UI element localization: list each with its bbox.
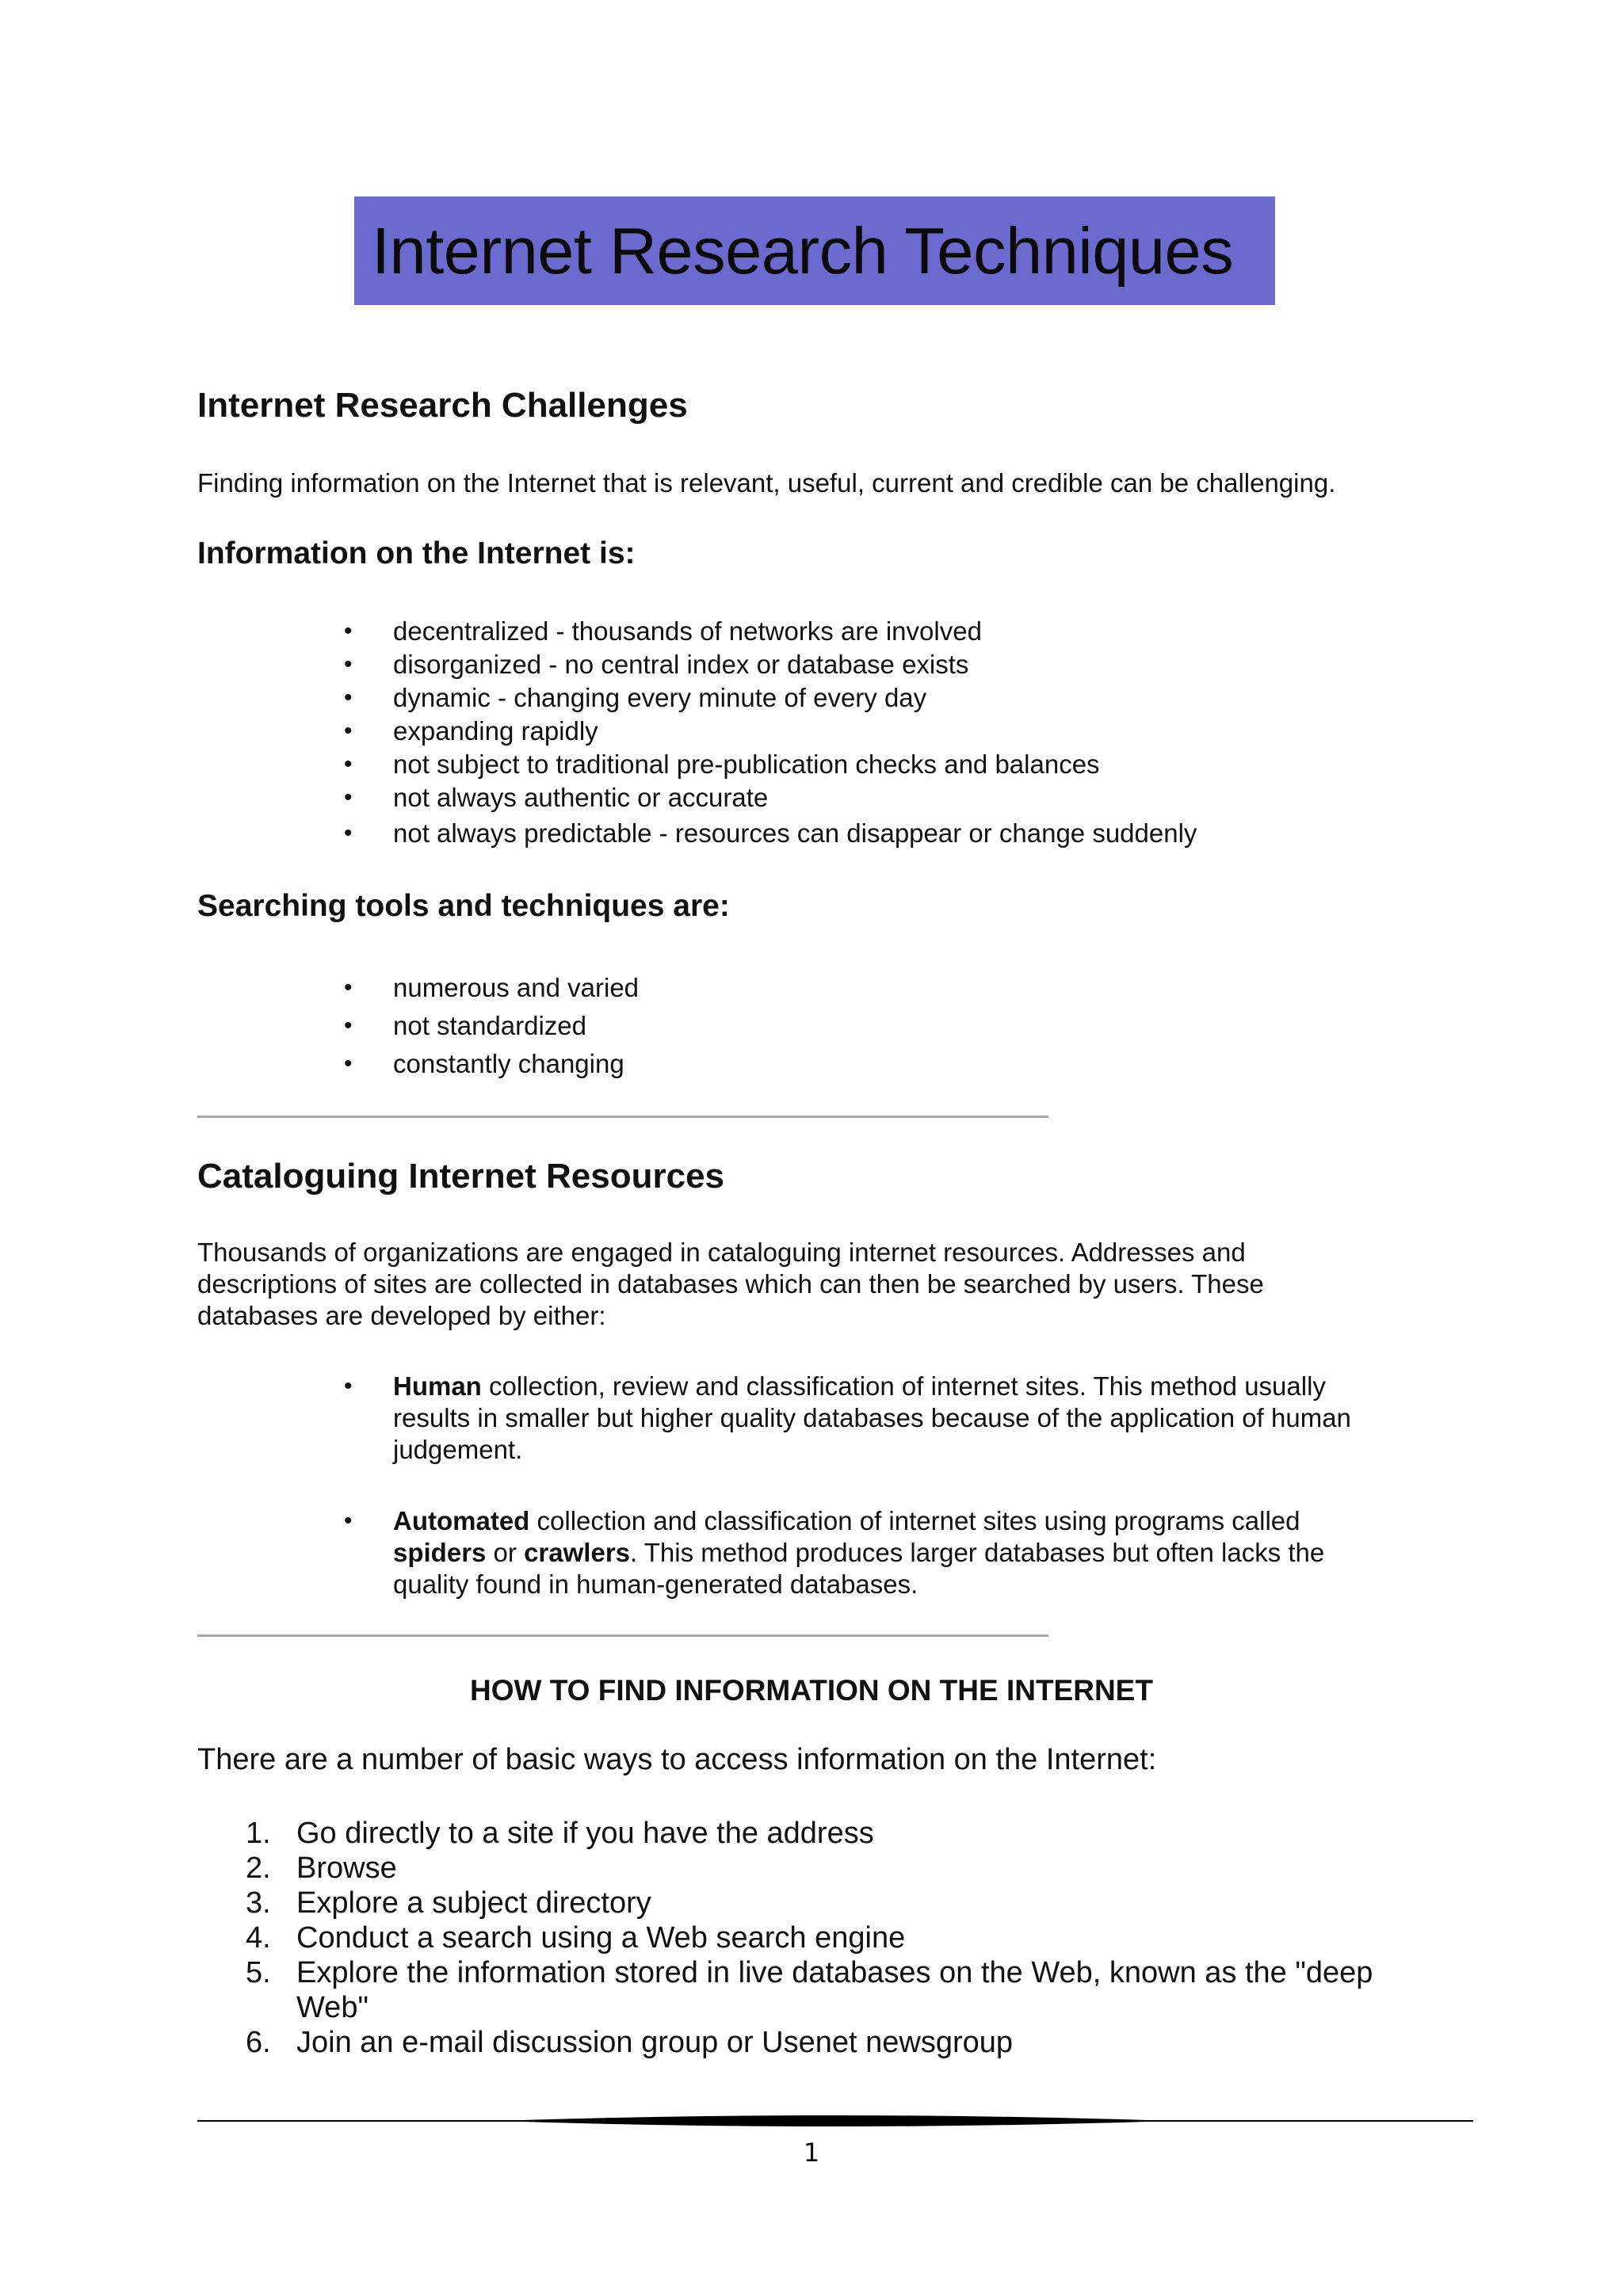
list-item: • not standardized <box>393 1007 639 1045</box>
list-item: 3. Explore a subject directory <box>246 1886 651 1920</box>
bold-term: crawlers <box>524 1538 631 1567</box>
list-item-human: • Human collection, review and classification of internet sites. This method usually results in smaller but higher quality databases because of the application of human judgement. <box>344 1371 1351 1464</box>
section-heading-how-to-find: HOW TO FIND INFORMATION ON THE INTERNET <box>470 1674 1153 1707</box>
paragraph-line: descriptions of sites are collected in databases which can then be searched by users. These <box>197 1269 1264 1299</box>
section-heading-cataloguing: Cataloguing Internet Resources <box>197 1157 725 1196</box>
bullet-icon: • <box>344 1373 353 1399</box>
bullet-icon: • <box>344 820 353 846</box>
ways-list <box>246 1816 1373 2060</box>
footer-divider <box>197 2111 1473 2130</box>
list-item: • dynamic - changing every minute of every day <box>393 681 1197 715</box>
subheading-information: Information on the Internet is: <box>197 536 636 570</box>
bullet-icon: • <box>344 751 353 777</box>
list-item: 1. Go directly to a site if you have the address <box>246 1817 874 1850</box>
list-item: • expanding rapidly <box>393 715 1197 748</box>
divider <box>197 1634 1048 1637</box>
bold-term: spiders <box>393 1538 487 1567</box>
cataloguing-methods-list <box>344 1371 1351 1600</box>
list-item: 4. Conduct a search using a Web search engine <box>246 1921 906 1955</box>
information-list <box>344 615 1197 851</box>
challenges-intro: Finding information on the Internet that is relevant, useful, current and credible can be challenging. <box>197 468 1336 498</box>
bullet-icon: • <box>344 974 353 1001</box>
paragraph-line: Thousands of organizations are engaged in cataloguing internet resources. Addresses and <box>197 1238 1246 1267</box>
bullet-icon: • <box>344 618 353 644</box>
bullet-icon: • <box>344 784 353 810</box>
bold-term: Automated <box>393 1506 530 1535</box>
list-item: • decentralized - thousands of networks are involved <box>393 615 1197 648</box>
bullet-icon: • <box>344 1051 353 1077</box>
cataloguing-intro <box>197 1237 1264 1332</box>
subheading-searching-tools: Searching tools and techniques are: <box>197 889 730 923</box>
title-banner <box>354 196 1275 305</box>
list-item: 2. Browse <box>246 1852 397 1885</box>
how-to-find-intro: There are a number of basic ways to access information on the Internet: <box>197 1743 1157 1776</box>
bullet-icon: • <box>344 1013 353 1039</box>
list-item: • numerous and varied <box>393 969 639 1007</box>
list-item: • not always authentic or accurate <box>393 781 1197 814</box>
list-item-automated: • Automated collection and classification of internet sites using programs called spiders or crawlers. This method produces larger databases but often lacks the quality found in human-generated databases. <box>344 1506 1325 1599</box>
list-item: 5. Explore the information stored in live databases on the Web, known as the "deep Web" <box>246 1956 1373 2024</box>
bullet-icon: • <box>344 651 353 677</box>
bullet-icon: • <box>344 685 353 711</box>
bullet-icon: • <box>344 1508 353 1534</box>
list-item: • disorganized - no central index or database exists <box>393 648 1197 681</box>
bold-term: Human <box>393 1371 482 1401</box>
page-number: 1 <box>803 2138 820 2168</box>
list-item: 6. Join an e-mail discussion group or Usenet newsgroup <box>246 2026 1014 2059</box>
page-title: Internet Research Techniques <box>372 213 1234 288</box>
list-item: • constantly changing <box>393 1045 639 1083</box>
bullet-icon: • <box>344 718 353 744</box>
divider <box>197 1116 1048 1118</box>
section-heading-challenges: Internet Research Challenges <box>197 386 688 425</box>
list-item: • not subject to traditional pre-publication checks and balances <box>393 748 1197 781</box>
searching-tools-list <box>344 969 640 1083</box>
list-item: • not always predictable - resources can disappear or change suddenly <box>393 816 1197 851</box>
paragraph-line: databases are developed by either: <box>197 1301 606 1330</box>
